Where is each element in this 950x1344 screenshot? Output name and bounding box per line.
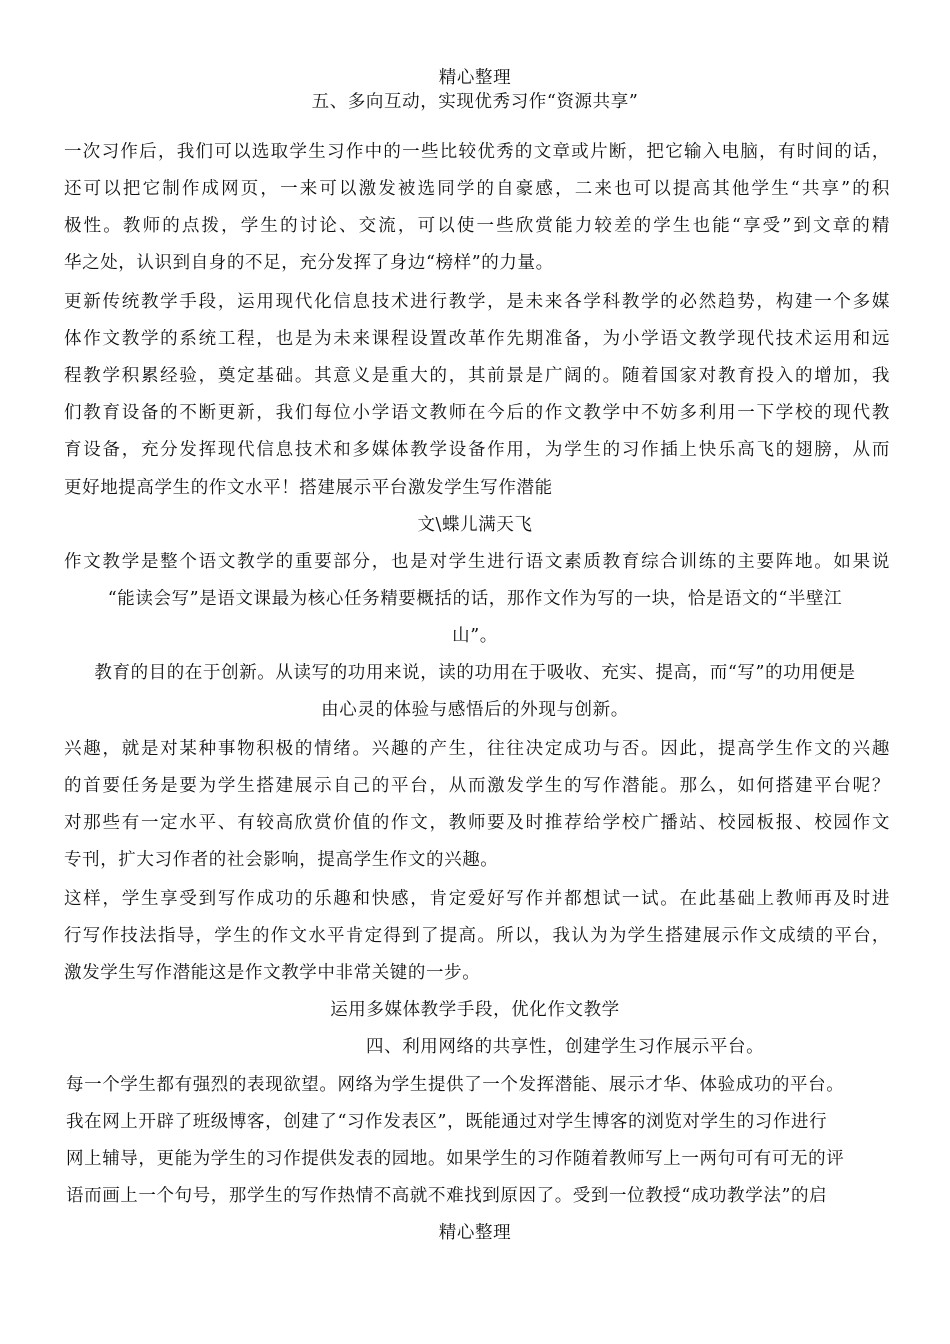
- paragraph-2-line-5: 育设备，充分发挥现代信息技术和多媒体教学设备作用，为学生的习作插上快乐高飞的翅膀，从而: [64, 440, 890, 460]
- subtitle-multimedia: 运用多媒体教学手段，优化作文教学: [330, 1000, 620, 1020]
- paragraph-2-line-1: 更新传统教学手段，运用现代化信息技术进行教学，是未来各学科教学的必然趋势，构建一个多媒: [64, 292, 890, 312]
- paragraph-4-line-1: 教育的目的在于创新。从读写的功用来说，读的功用在于吸收、充实、提高，而“写”的功用便是: [94, 663, 856, 683]
- paragraph-7-line-2: 我在网上开辟了班级博客，创建了“习作发表区”，既能通过对学生博客的浏览对学生的习作进行: [66, 1112, 828, 1132]
- paragraph-7-line-1: 每一个学生都有强烈的表现欲望。网络为学生提供了一个发挥潜能、展示才华、体验成功的平台。: [66, 1075, 845, 1095]
- paragraph-7-line-3: 网上辅导，更能为学生的习作提供发表的园地。如果学生的习作随着教师写上一两句可有可无的评: [66, 1149, 845, 1169]
- paragraph-3-line-3: 山”。: [452, 626, 498, 646]
- section-title-5: 五、多向互动，实现优秀习作“资源共享”: [311, 92, 639, 112]
- paragraph-1-line-1: 一次习作后，我们可以选取学生习作中的一些比较优秀的文章或片断，把它输入电脑，有时间的话，: [64, 142, 890, 162]
- paragraph-5-line-4: 专刊，扩大习作者的社会影响，提高学生作文的兴趣。: [64, 850, 499, 870]
- paragraph-5-line-1: 兴趣，就是对某种事物积极的情绪。兴趣的产生，往往决定成功与否。因此，提高学生作文的兴趣: [64, 739, 890, 759]
- paragraph-1-line-3: 极性。教师的点拨，学生的讨论、交流，可以使一些欣赏能力较差的学生也能“享受”到文章的精: [64, 216, 890, 236]
- paragraph-5-line-3: 对那些有一定水平、有较高欣赏价值的作文，教师要及时推荐给学校广播站、校园板报、校园作文: [64, 813, 890, 833]
- paragraph-6-line-1: 这样，学生享受到写作成功的乐趣和快感，肯定爱好写作并都想试一试。在此基础上教师再及时进: [64, 889, 890, 909]
- paragraph-2-line-4: 们教育设备的不断更新，我们每位小学语文教师在今后的作文教学中不妨多利用一下学校的现代教: [64, 403, 890, 423]
- paragraph-5-line-2: 的首要任务是要为学生搭建展示自己的平台，从而激发学生的写作潜能。那么，如何搭建平台呢？: [64, 776, 890, 796]
- paragraph-7-line-4: 语而画上一个句号，那学生的写作热情不高就不难找到原因了。受到一位教授“成功教学法”的启: [66, 1186, 828, 1206]
- paragraph-1-line-2: 还可以把它制作成网页，一来可以激发被选同学的自豪感，二来也可以提高其他学生“共享”的积: [64, 179, 890, 199]
- section-title-4: 四、利用网络的共享性，创建学生习作展示平台。: [366, 1037, 765, 1057]
- paragraph-2-line-3: 程教学积累经验，奠定基础。其意义是重大的，其前景是广阔的。随着国家对教育投入的增加，我: [64, 366, 890, 386]
- paragraph-1-line-4: 华之处，认识到自身的不足，充分发挥了身边“榜样”的力量。: [64, 253, 554, 273]
- page-footer: 精心整理: [438, 1223, 512, 1243]
- paragraph-3-line-1: 作文教学是整个语文教学的重要部分，也是对学生进行语文素质教育综合训练的主要阵地。如果说: [64, 552, 890, 572]
- paragraph-6-line-3: 激发学生写作潜能这是作文教学中非常关键的一步。: [64, 963, 481, 983]
- byline: 文\蝶儿满天飞: [417, 515, 533, 535]
- paragraph-6-line-2: 行写作技法指导，学生的作文水平肯定得到了提高。所以，我认为为学生搭建展示作文成绩的平台，: [64, 926, 890, 946]
- paragraph-2-line-2: 体作文教学的系统工程，也是为未来课程设置改革作先期准备，为小学语文教学现代技术运用和远: [64, 329, 890, 349]
- paragraph-2-line-6: 更好地提高学生的作文水平！搭建展示平台激发学生写作潜能: [64, 478, 553, 498]
- paragraph-3-line-2: “能读会写”是语文课最为核心任务精要概括的话，那作文作为写的一块，恰是语文的“半壁江: [107, 589, 843, 609]
- page-header: 精心整理: [438, 68, 512, 88]
- paragraph-4-line-2: 由心灵的体验与感悟后的外现与创新。: [321, 700, 629, 720]
